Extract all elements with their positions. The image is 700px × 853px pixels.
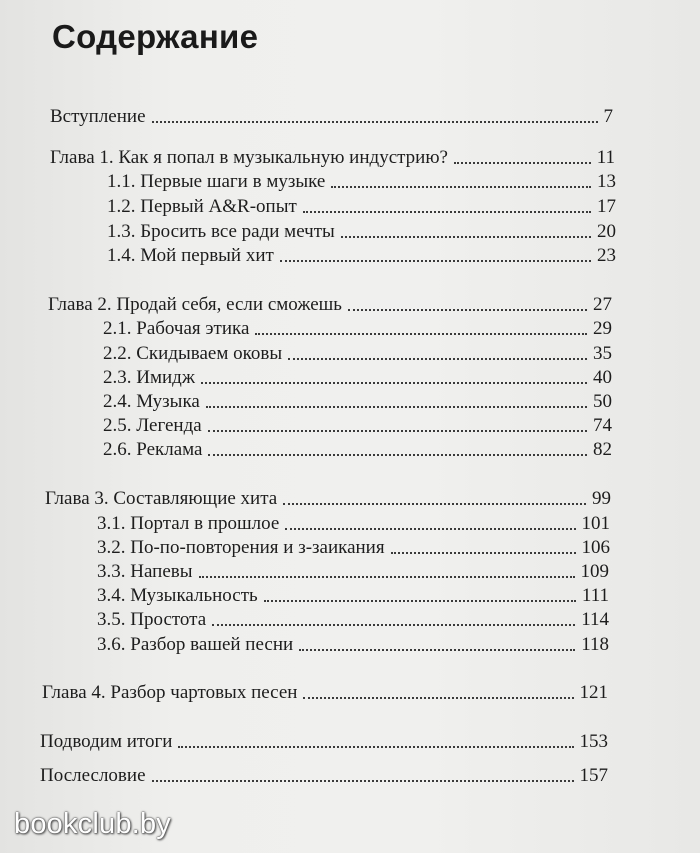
toc-entry-title: 2.2. Скидываем оковы bbox=[103, 343, 283, 364]
dot-leader bbox=[303, 697, 573, 699]
toc-entry-title: Вступление bbox=[50, 106, 146, 127]
toc-entry bbox=[50, 145, 615, 169]
toc-entry-title: 3.2. По-по-повторения и з-заикания bbox=[97, 537, 385, 558]
toc-entry-page: 118 bbox=[581, 634, 609, 655]
toc-entry-title: 3.3. Напевы bbox=[97, 561, 193, 582]
dot-leader bbox=[285, 528, 575, 530]
dot-leader bbox=[201, 382, 587, 384]
toc-entry-page: 153 bbox=[579, 731, 608, 752]
toc-entry-page: 101 bbox=[581, 513, 610, 534]
toc-entry bbox=[97, 511, 610, 535]
toc-entry-page: 13 bbox=[597, 171, 616, 192]
toc-entry bbox=[103, 413, 612, 437]
toc-entry bbox=[97, 559, 609, 583]
dot-leader bbox=[152, 121, 598, 123]
toc-entry bbox=[97, 607, 609, 631]
toc-entry-page: 50 bbox=[593, 391, 612, 412]
toc-entry-title: 1.2. Первый A&R-опыт bbox=[107, 196, 297, 217]
toc-entry bbox=[42, 680, 608, 704]
toc-entry-title: 1.4. Мой первый хит bbox=[107, 245, 274, 266]
toc-entry-title: 2.3. Имидж bbox=[103, 367, 195, 388]
toc-entry-page: 35 bbox=[593, 343, 612, 364]
dot-leader bbox=[299, 649, 575, 651]
toc-entry-title: 2.6. Реклама bbox=[103, 439, 203, 460]
dot-leader bbox=[454, 162, 591, 164]
toc-entry-title: Подводим итоги bbox=[40, 731, 173, 752]
toc-entry bbox=[107, 169, 616, 193]
toc-entry-title: 1.1. Первые шаги в музыке bbox=[107, 171, 326, 192]
toc-entry bbox=[97, 535, 610, 559]
dot-leader bbox=[331, 186, 591, 188]
toc-entry-title: 3.1. Портал в прошлое bbox=[97, 513, 280, 534]
toc-entry-title: 2.5. Легенда bbox=[103, 415, 202, 436]
toc-entry-page: 114 bbox=[581, 609, 609, 630]
toc-entry-page: 29 bbox=[593, 318, 612, 339]
toc-entry-title: 2.1. Рабочая этика bbox=[103, 318, 250, 339]
toc-entry bbox=[97, 632, 609, 656]
toc-entry-page: 121 bbox=[579, 682, 608, 703]
toc-entry-page: 109 bbox=[580, 561, 609, 582]
toc-entry-title: 3.6. Разбор вашей песни bbox=[97, 634, 294, 655]
dot-leader bbox=[341, 236, 591, 238]
site-watermark: bookclub.by bbox=[14, 808, 171, 840]
dot-leader bbox=[288, 358, 587, 360]
dot-leader bbox=[206, 406, 587, 408]
toc-entry-page: 99 bbox=[592, 488, 611, 509]
toc-entry bbox=[97, 583, 609, 607]
toc-entry bbox=[107, 219, 616, 243]
toc-entry-page: 111 bbox=[581, 585, 609, 606]
toc-entry-page: 40 bbox=[593, 367, 612, 388]
page-title: Содержание bbox=[52, 18, 259, 55]
toc-entry-page: 82 bbox=[593, 439, 612, 460]
toc-entry-title: 2.4. Музыка bbox=[103, 391, 200, 412]
toc-entry-title: 1.3. Бросить все ради мечты bbox=[107, 221, 335, 242]
toc-entry bbox=[103, 365, 612, 389]
dot-leader bbox=[303, 211, 591, 213]
toc-entry-title: Послесловие bbox=[40, 765, 146, 786]
toc-entry-page: 27 bbox=[593, 294, 612, 315]
toc-entry bbox=[107, 243, 616, 267]
dot-leader bbox=[212, 624, 575, 626]
toc-entry bbox=[40, 763, 608, 787]
dot-leader bbox=[280, 260, 591, 262]
dot-leader bbox=[152, 780, 574, 782]
toc-entry bbox=[103, 341, 612, 365]
toc-entry-title: 3.5. Простота bbox=[97, 609, 207, 630]
toc-entry-page: 17 bbox=[597, 196, 616, 217]
dot-leader bbox=[255, 333, 587, 335]
toc-entry-page: 157 bbox=[579, 765, 608, 786]
dot-leader bbox=[208, 430, 587, 432]
dot-leader bbox=[391, 552, 576, 554]
toc-entry-page: 74 bbox=[593, 415, 612, 436]
dot-leader bbox=[264, 600, 576, 602]
toc-entry-title: Глава 3. Составляющие хита bbox=[45, 488, 278, 509]
toc-entry-page: 106 bbox=[581, 537, 610, 558]
toc-entry bbox=[48, 292, 612, 316]
toc-entry-title: Глава 2. Продай себя, если сможешь bbox=[48, 294, 342, 315]
toc-entry-title: 3.4. Музыкальность bbox=[97, 585, 258, 606]
toc-entry bbox=[107, 194, 616, 218]
toc-entry bbox=[103, 316, 612, 340]
dot-leader bbox=[208, 454, 587, 456]
toc-entry bbox=[50, 104, 613, 128]
toc-entry-title: Глава 1. Как я попал в музыкальную индустрию? bbox=[50, 147, 448, 168]
toc-entry-title: Глава 4. Разбор чартовых песен bbox=[42, 682, 298, 703]
toc-entry-page: 23 bbox=[597, 245, 616, 266]
dot-leader bbox=[178, 746, 573, 748]
dot-leader bbox=[283, 503, 586, 505]
toc-entry bbox=[40, 729, 608, 753]
dot-leader bbox=[348, 309, 587, 311]
toc-entry bbox=[103, 389, 612, 413]
dot-leader bbox=[199, 576, 575, 578]
toc-entry bbox=[45, 486, 611, 510]
toc-entry-page: 7 bbox=[603, 106, 613, 127]
toc-entry-page: 11 bbox=[596, 147, 615, 168]
toc-entry bbox=[103, 437, 612, 461]
toc-entry-page: 20 bbox=[597, 221, 616, 242]
